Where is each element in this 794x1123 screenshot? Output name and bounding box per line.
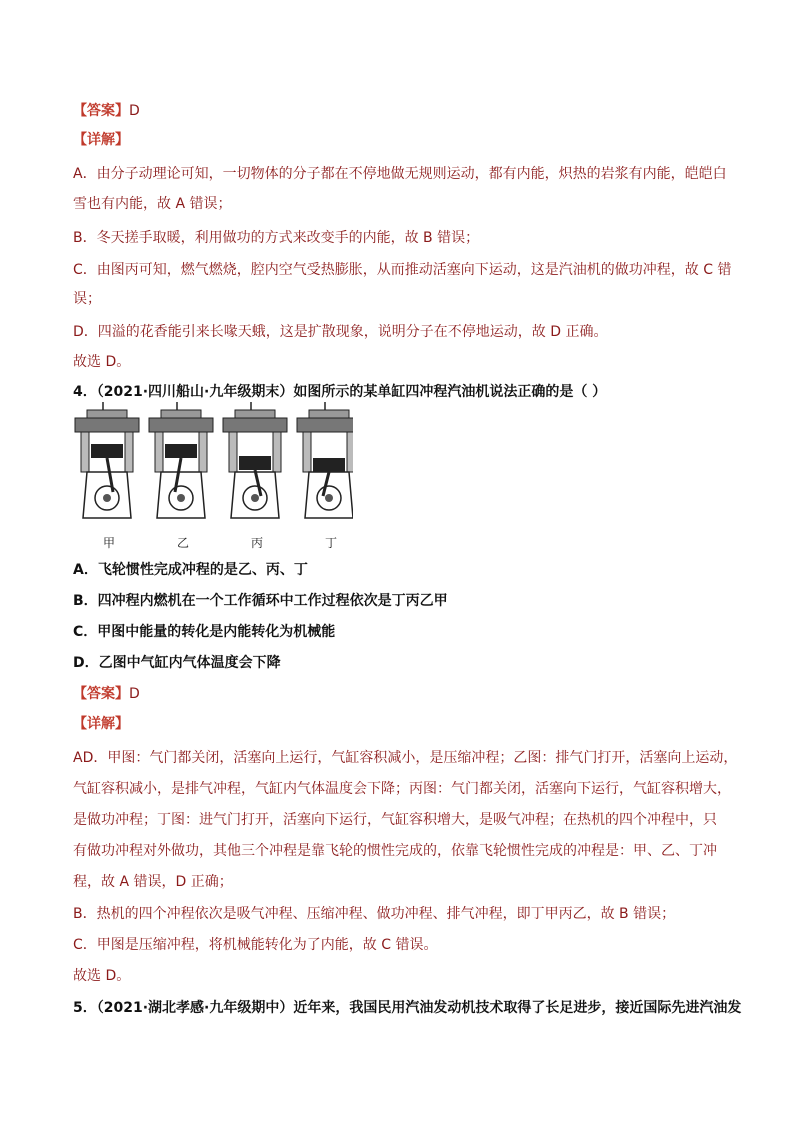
engine-strokes-illustration	[73, 400, 353, 530]
answer-line-1	[73, 101, 140, 121]
detail-heading-1	[73, 130, 129, 150]
engine-strokes-figure	[73, 400, 353, 550]
option-d: D．乙图中气缸内气体温度会下降	[73, 655, 281, 671]
conclusion-line: 故选 D。	[73, 354, 131, 370]
option-a: A．飞轮惯性完成冲程的是乙、丙、丁	[73, 562, 308, 578]
answer-label: 【答案】	[73, 686, 129, 702]
figure-label-yi: 乙	[177, 536, 190, 550]
figure-label-ding: 丁	[325, 536, 338, 550]
detail-label: 【详解】	[73, 716, 129, 732]
conclusion-line: 故选 D。	[73, 968, 131, 984]
option-c: C．甲图中能量的转化是内能转化为机械能	[73, 624, 336, 640]
explanation-line: 有做功冲程对外做功，其他三个冲程是靠飞轮的惯性完成的，依靠飞轮惯性完成的冲程是：甲、乙、丁冲	[73, 843, 717, 859]
explanation-line: 是做功冲程；丁图：进气门打开，活塞向下运行，气缸容积增大，是吸气冲程；在热机的四个冲程中，只	[73, 812, 717, 828]
explanation-line: 气缸容积减小，是排气冲程，气缸内气体温度会下降；丙图：气门都关闭，活塞向下运行，气缸容积增大，	[73, 781, 731, 797]
explanation-line: B．热机的四个冲程依次是吸气冲程、压缩冲程、做功冲程、排气冲程，即丁甲丙乙，故 B 错误；	[73, 906, 676, 922]
explanation-line: 雪也有内能，故 A 错误；	[73, 196, 232, 212]
explanation-line: AD．甲图：气门都关闭，活塞向上运行，气缸容积减小，是压缩冲程；乙图：排气门打开，活塞向上运动，	[73, 750, 738, 766]
explanation-line: 程，故 A 错误，D 正确；	[73, 874, 233, 890]
question-4-stem: 4．（2021·四川船山·九年级期末）如图所示的某单缸四冲程汽油机说法正确的是（ ）	[73, 384, 607, 400]
figure-label-jia: 甲	[103, 536, 116, 550]
option-b: B．四冲程内燃机在一个工作循环中工作过程依次是丁丙乙甲	[73, 593, 448, 609]
answer-label: 【答案】	[73, 103, 129, 119]
figure-label-bing: 丙	[251, 536, 264, 550]
detail-label: 【详解】	[73, 132, 129, 148]
explanation-line: 误；	[73, 291, 101, 307]
explanation-line: A．由分子动理论可知，一切物体的分子都在不停地做无规则运动，都有内能，炽热的岩浆有内能，皑皑白	[73, 166, 727, 182]
explanation-line: C．甲图是压缩冲程，将机械能转化为了内能，故 C 错误。	[73, 937, 438, 953]
answer-value: D	[129, 686, 140, 702]
explanation-line: B．冬天搓手取暖，利用做功的方式来改变手的内能，故 B 错误；	[73, 230, 480, 246]
answer-line-2	[73, 684, 140, 704]
explanation-line: C．由图丙可知，燃气燃烧，腔内空气受热膨胀，从而推动活塞向下运动，这是汽油机的做功冲程，故 C 错	[73, 262, 732, 278]
answer-value: D	[129, 103, 140, 119]
detail-heading-2	[73, 714, 129, 734]
explanation-line: D．四溢的花香能引来长喙天蛾，这是扩散现象，说明分子在不停地运动，故 D 正确。	[73, 324, 608, 340]
question-5-stem: 5．（2021·湖北孝感·九年级期中）近年来，我国民用汽油发动机技术取得了长足进步，接近国际先进汽油发	[73, 1000, 742, 1016]
